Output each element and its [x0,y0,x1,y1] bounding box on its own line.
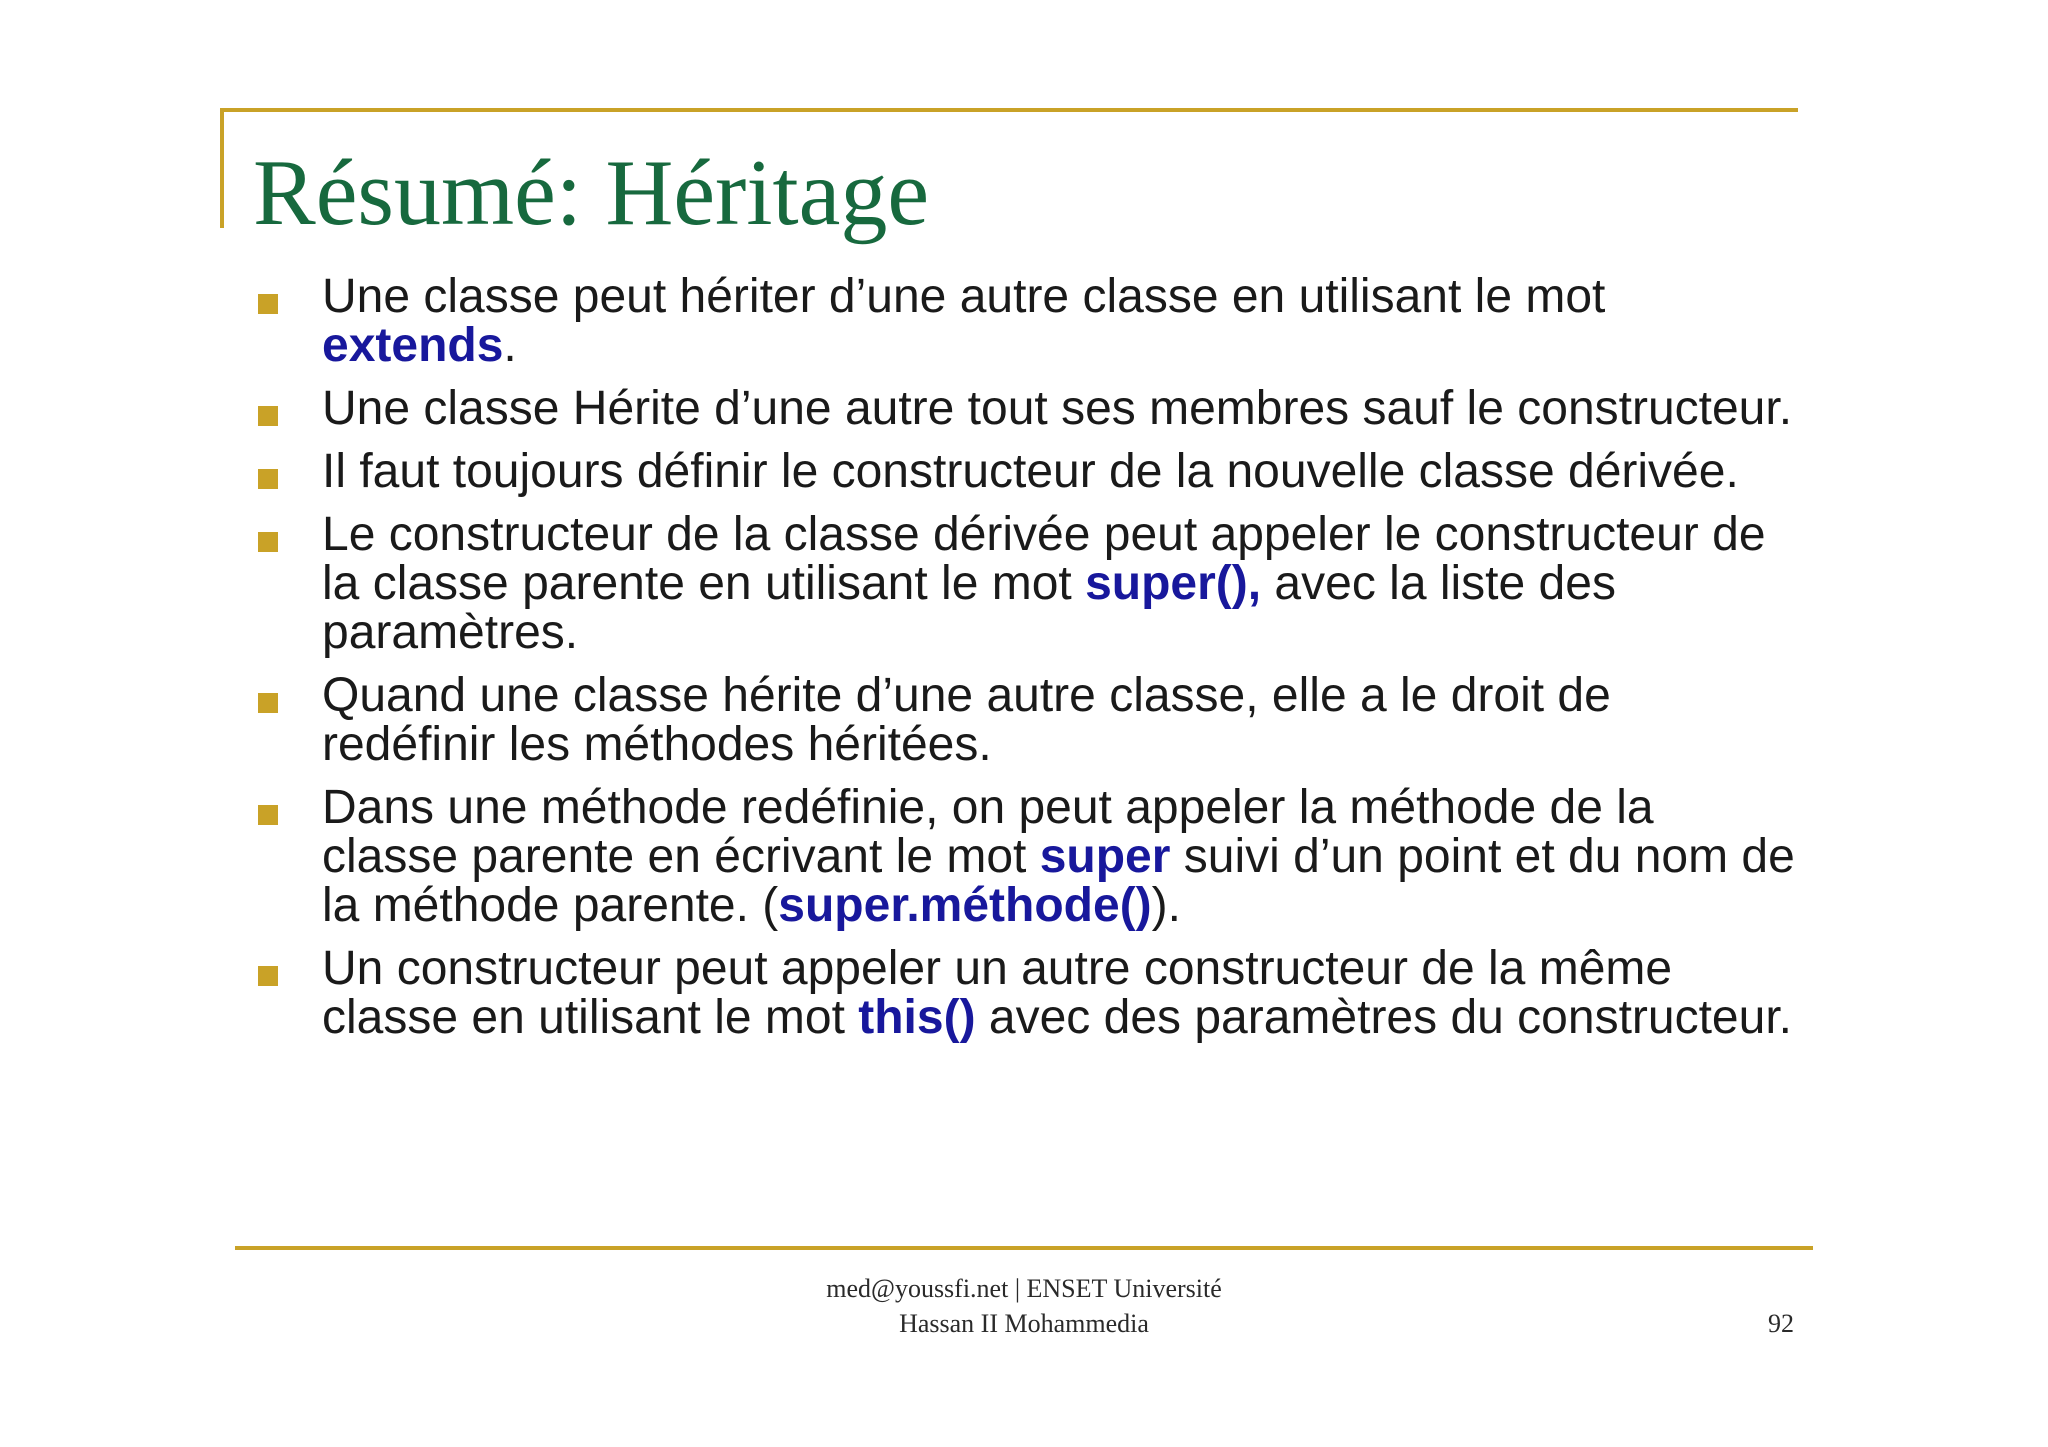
square-bullet-icon [258,294,278,314]
square-bullet-icon [258,805,278,825]
bullet-text: Une classe peut hériter d’une autre classe en utilisant le mot [322,270,1606,323]
square-bullet-icon [258,693,278,713]
bullet-list [256,272,1796,1056]
keyword-text: extends [322,319,504,372]
bullet-item [256,272,1796,370]
bullet-text: ). [1151,879,1181,932]
footer-line-1: med@youssfi.net | ENSET Université [826,1274,1222,1303]
top-rule [220,108,1798,112]
bullet-item [256,671,1796,769]
page-number: 92 [1768,1309,1794,1338]
left-accent-rule [220,108,224,228]
bottom-rule [235,1246,1813,1250]
bullet-text: . [503,319,517,372]
square-bullet-icon [258,406,278,426]
slide-title: Résumé: Héritage [253,141,930,245]
square-bullet-icon [258,966,278,986]
square-bullet-icon [258,532,278,552]
bullet-text: Une classe Hérite d’une autre tout ses membres sauf le constructeur. [322,382,1793,435]
square-bullet-icon [258,469,278,489]
bullet-item [256,384,1796,433]
bullet-text: avec la liste des paramètres. [322,557,1616,659]
bullet-item [256,510,1796,657]
bullet-text: suivi d’un point et du nom de la méthode parente. ( [322,830,1795,932]
bullet-item [256,447,1796,496]
bullet-item [256,783,1796,930]
bullet-text: Un constructeur peut appeler un autre constructeur de la même classe en utilisant le mot [322,942,1673,1044]
keyword-text: super(), [1085,557,1262,610]
keyword-text: super [1039,830,1171,883]
footer [624,1271,1424,1341]
bullet-text: Le constructeur de la classe dérivée peut appeler le constructeur de la classe parente en utilisant le mot [322,508,1766,610]
bullet-text: avec des paramètres du constructeur. [975,991,1792,1044]
bullet-text: Il faut toujours définir le constructeur de la nouvelle classe dérivée. [322,445,1739,498]
bullet-text: Quand une classe hérite d’une autre classe, elle a le droit de redéfinir les méthodes héritées. [322,669,1611,771]
bullet-text: Dans une méthode redéfinie, on peut appeler la méthode de la classe parente en écrivant le mot [322,781,1654,883]
keyword-text: this() [858,991,976,1044]
bullet-item [256,944,1796,1042]
footer-line-2: Hassan II Mohammedia [899,1309,1149,1338]
keyword-text: super.méthode() [778,879,1152,932]
